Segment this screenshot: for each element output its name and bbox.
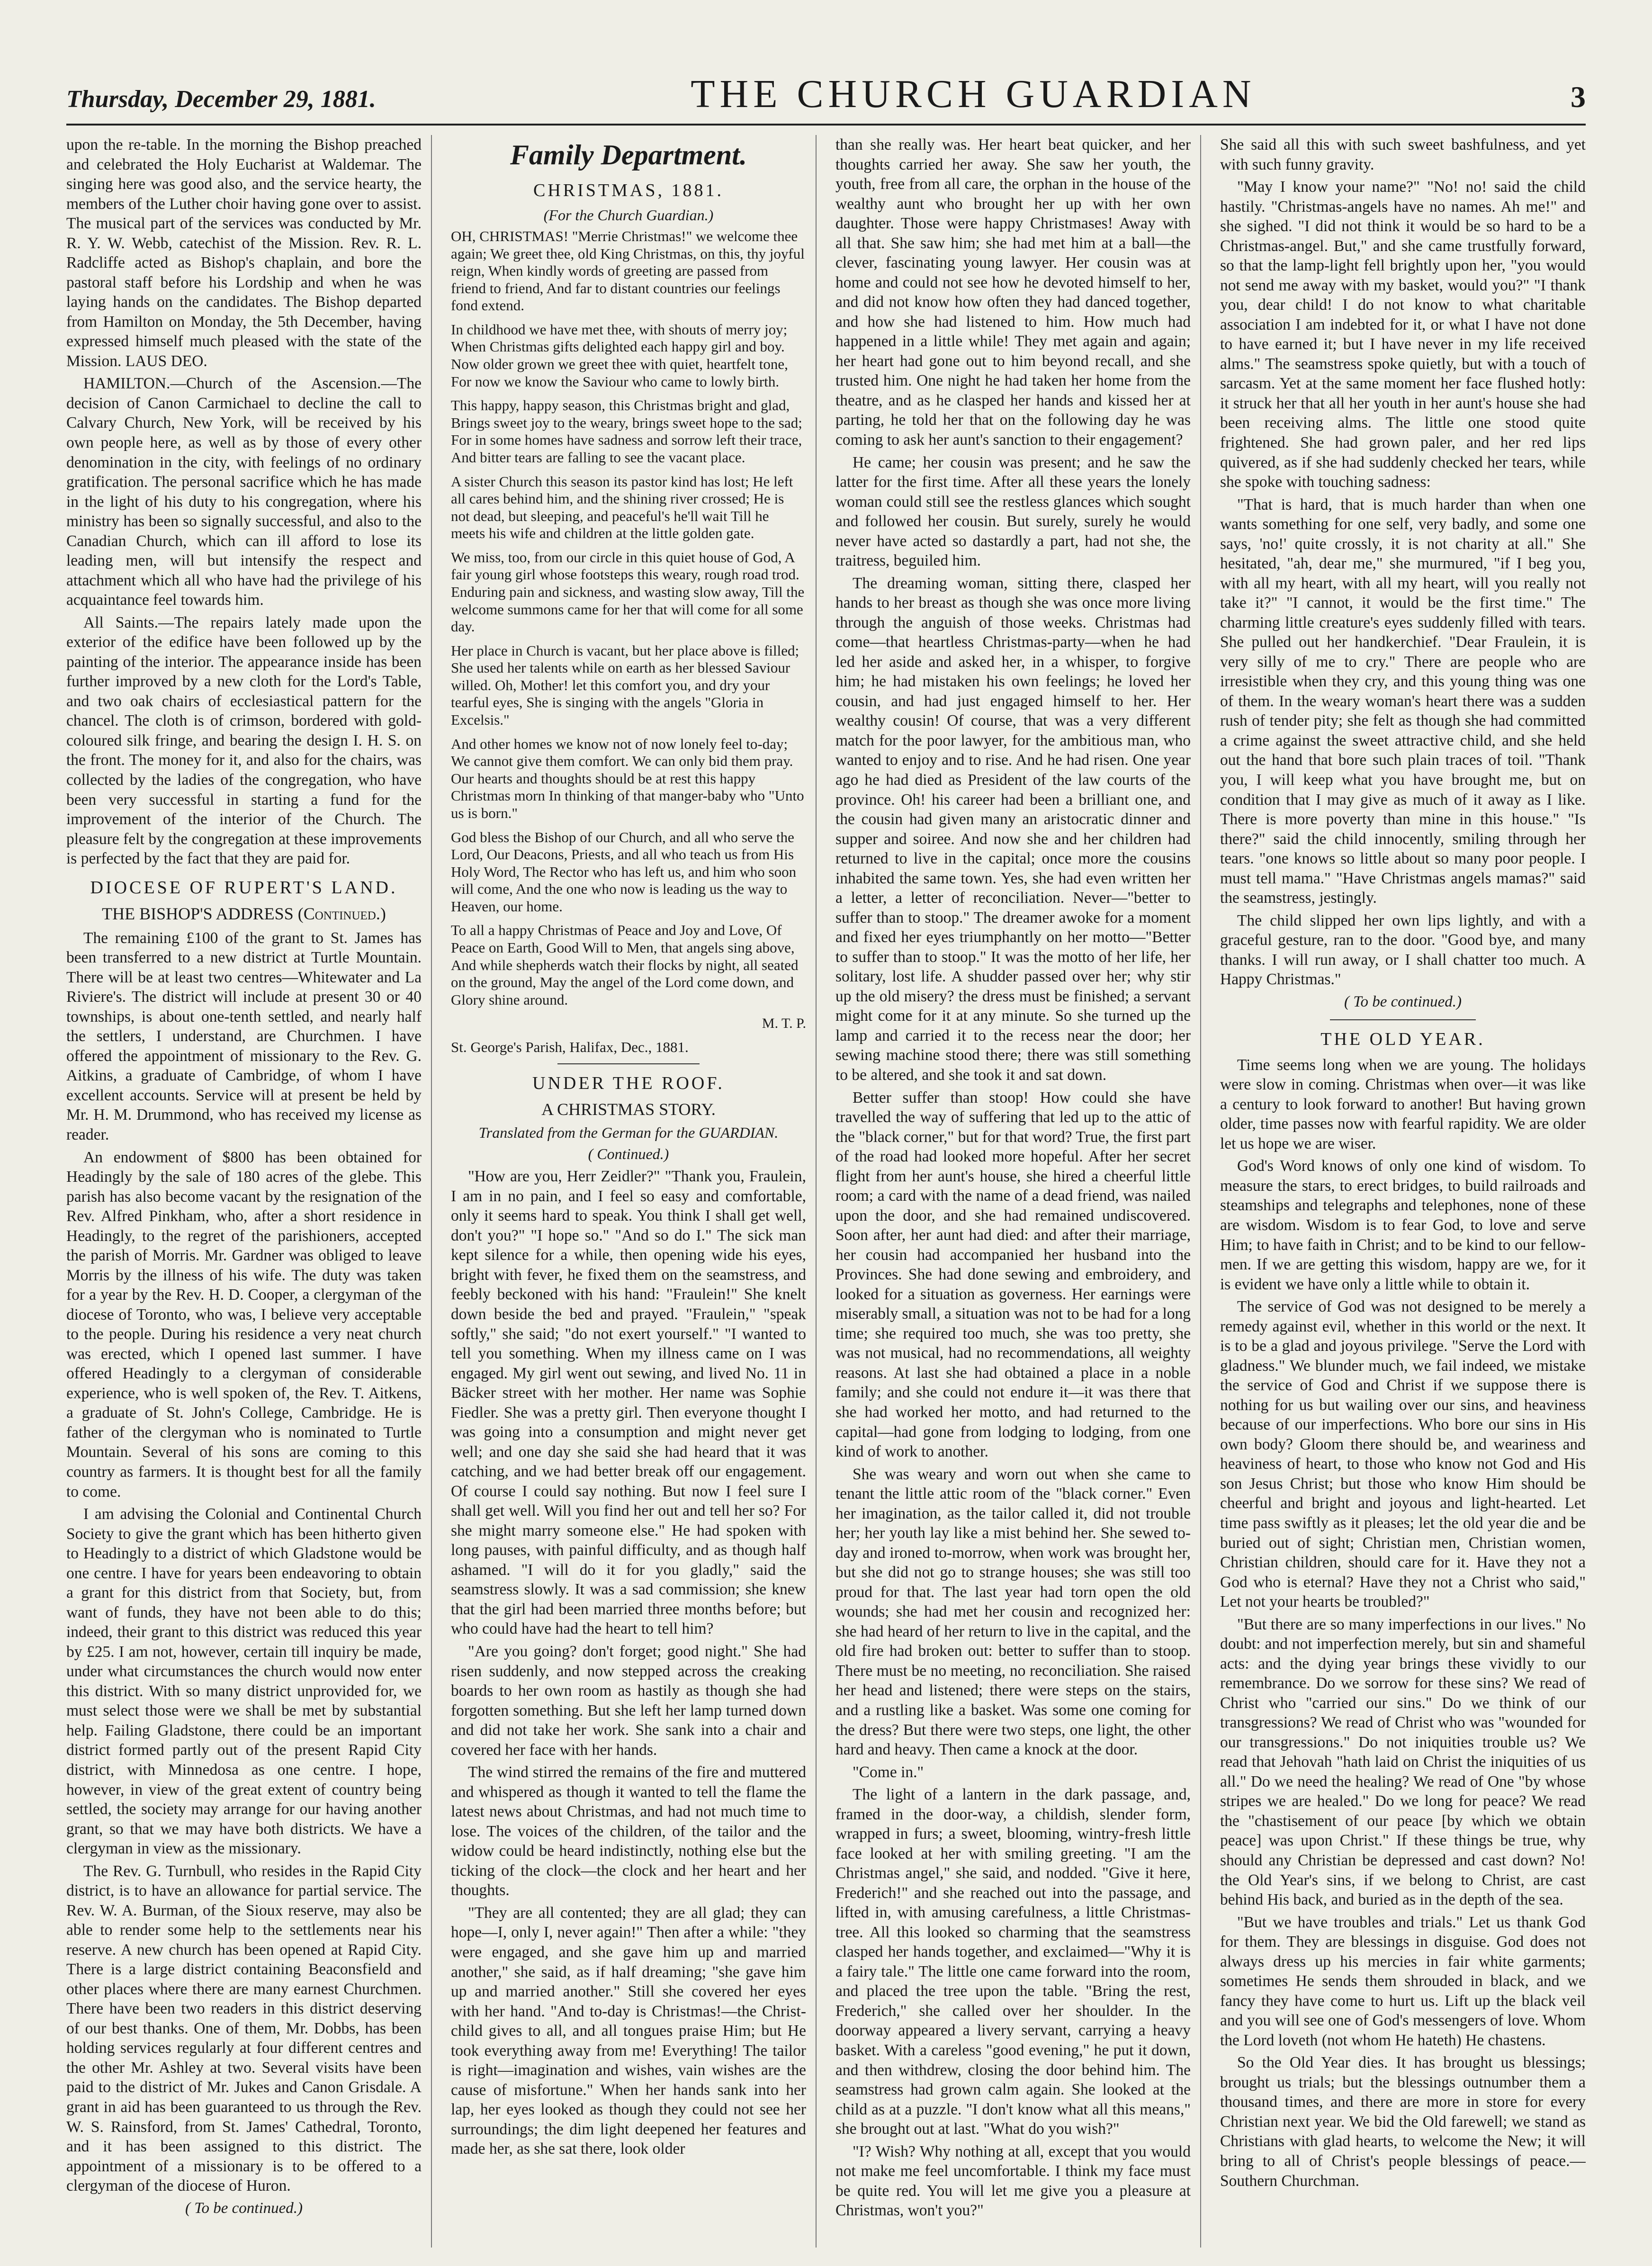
- poem-stanza: In childhood we have met thee, with shouts of merry joy; When Christmas gifts delighted each happy girl and boy. Now older grown we greet thee with quiet, heartfelt tone, For now we know the Saviour who came to lowly birth.: [451, 321, 788, 390]
- paragraph: The dreaming woman, sitting there, clasped her hands to her breast as though she was once more living through the anguish of those weeks. Christmas had come—that heartless Christmas-party—when he had led her aside and asked her, in a whisper, to forgive him; he had mistaken his own feelings; he loved her cousin, and had just engaged himself to her. Her wealthy cousin! Of course, that was a very different match for the poor lawyer, for the ambitious man, who wanted to enjoy and to rise. And he had risen. One year ago he had died as President of the law courts of the province. Oh! his career had been a brilliant one, and the cousin had given many an aristocratic dinner and supper and soiree. And now she and her children had returned to live in the capital; once more the cousins inhabited the same town. Yes, she had even written her a letter, a letter of reconciliation. Never—"better to suffer than to stoop." The dreamer awoke for a moment and fixed her eyes triumphantly on her motto—"Better to suffer than to stoop." It was the motto of her life, her solitary, lost life. A shudder passed over her; why stir up the old misery? the dress must be finished; a servant might come for it at any minute. So she turned up the lamp and carried it to the recess near the door; her sewing machine stood there; there was still something to be altered, and she took it and sat down.: [835, 574, 1191, 1084]
- paragraph: He came; her cousin was present; and he saw the latter for the first time. After all these years the lonely woman could still see the restless glances which sought and followed her cousin. But surely, surely he would never have acted so dastardly a part, had not she, the traitress, beguiled him.: [835, 453, 1191, 570]
- continued-note: ( Continued.): [588, 1145, 669, 1163]
- paragraph: Better suffer than stoop! How could she have travelled the way of suffering that led up to the attic of the "black corner," but for that word? True, the first part of the road had looked more hopeful. After her secret flight from her aunt's house, she hired a cheerful little room; a card with the name of a dead friend, was nailed upon the door, and she had remained undiscovered. Soon after, her aunt had died: and after their marriage, her cousin had accompanied her husband into the Provinces. She had done sewing and embroidery, and looked for a situation as governess. Her earnings were miserably small, a situation was not to be had for a long time; she required too much, she was too pretty, she was not musical, had no recommendations, all weighty reasons. At last she had obtained a place in a noble family; and she could not endure it—it was there that she had worked her motto, and had returned to the capital—had gone from lodging to lodging, from one kind of work to another.: [835, 1088, 1191, 1461]
- paragraph: Time seems long when we are young. The holidays were slow in coming. Christmas when over—it was like a century to look forward to another! But having grown older, time passes now with fearful rapidity. We are older let us hope we are wiser.: [1220, 1056, 1586, 1152]
- poem-stanza: Her place in Church is vacant, but her place above is filled; She used her talents while on earth as her blessed Saviour willed. Oh, Mother! let this comfort you, and dry your tearful eyes, She is singing with the angels "Gloria in Excelsis.": [451, 642, 799, 728]
- poem-stanza: This happy, happy season, this Christmas bright and glad, Brings sweet joy to the weary, brings sweet hope to the sad; For in some homes have sadness and sorrow left their trace, And bitter tears are falling to see the vacant place.: [451, 397, 802, 466]
- poem-signature: M. T. P.: [762, 1016, 806, 1032]
- poem-stanza: God bless the Bishop of our Church, and all who serve the Lord, Our Deacons, Priests, and all who teach us from His Holy Word, The Rector who has left us, and him who soon will come, And the one who now is leading us the way to Heaven, our home.: [451, 828, 797, 915]
- paragraph: She was weary and worn out when she came to tenant the little attic room of the "black corner." Even her imagination, as the tailor called it, did not trouble her; her youth lay like a mist behind her. She sewed to-day and ironed to-morrow, when work was brought her, but she did not go to strange houses; she was still too proud for that. The last year had torn open the old wounds; she had met her cousin and recognized her: she had heard of her return to live in the capital, and the old fire had broken out: better to suffer than to stoop. There must be no meeting, no reconciliation. She raised her head and listened; there were steps on the stairs, and a rustling like a basket. Was some one coming for the dress? But there were two steps, one light, the other hard and heavy. Then came a knock at the door.: [835, 1465, 1191, 1759]
- department-heading: Family Department.: [510, 139, 747, 171]
- story-subtitle: A CHRISTMAS STORY.: [541, 1100, 716, 1119]
- paragraph: "They are all contented; they are all glad; they can hope—I, only I, never again!" Then after a while: "they were engaged, and she gave him up and married another," she said, as if half dreaming; "she gave him up and married another." Still she covered her eyes with her hand. "And to-day is Christmas!—the Christ-child gives to all, and all tongues praise Him; but He took everything away from me! Everything! The tailor is right—imagination and wishes, vain wishes are the cause of misfortune." When her hands sank into her lap, her eyes looked as though they could not see her surroundings; the dim light deepened her features and made her, as she sat there, look older: [451, 1904, 806, 2158]
- paragraph: The wind stirred the remains of the fire and muttered and whispered as though it wanted to tell the flame the latest news about Christmas, and had not much time to lose. The voices of the children, of the tailor and the widow could be heard indistinctly, nothing else but the ticking of the clock—the clock and her heart and her thoughts.: [451, 1763, 806, 1899]
- column-3: [835, 135, 1201, 2248]
- paragraph: "Are you going? don't forget; good night." She had risen suddenly, and now stepped across the creaking boards to her own room as hastily as though she had forgotten something. But she left her lamp turned down and did not take her work. She sank into a chair and covered her face with her hands.: [451, 1643, 806, 1759]
- paragraph: All Saints.—The repairs lately made upon the exterior of the edifice have been followed up by the painting of the interior. The appearance inside has been further improved by a new cloth for the Lord's Table, and two oak chairs of ecclesiastical pattern for the chancel. The cloth is of crimson, bordered with gold-coloured silk fringe, and bearing the design I. H. S. on the front. The money for it, and also for the chairs, was collected by the ladies of the congregation, who have been very successful in starting a fund for the improvement of the interior of the Church. The pleasure felt by the congregation at these improvements is perfected by the fact that they are paid for.: [66, 613, 422, 868]
- continued-note: ( To be continued.): [185, 2199, 303, 2217]
- poem-stanza: A sister Church this season its pastor kind has lost; He left all cares behind him, and the shining river crossed; He is not dead, but sleeping, and peaceful's he'll wait Till he meets his wife and children at the little golden gate.: [451, 473, 793, 542]
- paragraph: The light of a lantern in the dark passage, and, framed in the door-way, a childish, slender form, wrapped in furs; a sweet, blooming, wintry-fresh little face looked at her with smiling greeting. "I am the Christmas angel," she said, and nodded. "Give it here, Frederich!" and she reached out into the passage, and lifted in, with amusing carefulness, a little Christmas-tree. All this looked so charming that the seamstress clasped her hands together, and exclaimed—"Why it is a fairy tale." The little one came forward into the room, and placed the tree upon the table. "Bring the rest, Frederich," she called over her shoulder. In the doorway appeared a livery servant, carrying a heavy basket. With a careless "good evening," he put it down, and then withdrew, closing the door behind him. The seamstress had grown calm again. She looked at the child as at a puzzle. "I don't know what all this means," she brought out at last. "What do you wish?": [835, 1786, 1191, 2138]
- poem-title: CHRISTMAS, 1881.: [533, 180, 724, 200]
- paragraph: "Come in.": [853, 1763, 924, 1781]
- divider: [557, 1063, 700, 1064]
- poem-stanza: And other homes we know not of now lonely feel to-day; We cannot give them comfort. We can only bid them pray. Our hearts and thoughts should be at rest this happy Christmas morn In thinking of that manger-baby who "Unto us is born.": [451, 735, 804, 821]
- paragraph: than she really was. Her heart beat quicker, and her thoughts carried her away. She saw her youth, the youth, free from all care, the orphan in the house of the wealthy aunt who brought her up with her own daughter. Those were happy Christmases! Away with all that. She saw him; she had met him at a ball—the clever, fascinating young lawyer. Her cousin was at home and could not see how he devoted himself to her, and did not know how often they had danced together, and how she had listened to him. How much had happened in a little while! They met again and again; her heart had gone out to him beyond recall, and she trusted him. One night he had taken her home from the theatre, and as he clasped her hands and kissed her at parting, he told her that on the following day he was coming to ask her aunt's sanction to their engagement?: [835, 136, 1191, 449]
- divider: [1330, 1019, 1476, 1020]
- poem-stanza: To all a happy Christmas of Peace and Joy and Love, Of Peace on Earth, Good Will to Men, that angels sing above, And while shepherds watch their flocks by night, all seated on the ground, May the angel of the Lord come down, and Glory shine around.: [451, 922, 799, 1008]
- newspaper-title: THE CHURCH GUARDIAN: [691, 72, 1256, 116]
- paragraph: The service of God was not designed to be merely a remedy against evil, whether in this world or the next. It is to be a glad and joyous privilege. "Serve the Lord with gladness." We blunder much, we fail indeed, we mistake the service of God and Christ if we suppose there is nothing for us but wailing over our sins, and heaviness because of our imperfections. Who bore our sins in His own body? Gloom there should be, and weariness and heaviness of heart, to those who know not God and His son Jesus Christ; but those who know Him should be cheerful and bright and joyous and light-hearted. Let time pass swiftly as it pleases; let the old year die and be buried out of sight; Christian men, Christian women, Christian children, should care for it. Have they not a God who is eternal? Have they not a Christ who said," Let not your hearts be troubled?": [1220, 1298, 1586, 1611]
- issue-date: Thursday, December 29, 1881.: [66, 86, 376, 113]
- paragraph: She said all this with such sweet bashfulness, and yet with such funny gravity.: [1220, 136, 1586, 173]
- paragraph: "But we have troubles and trials." Let us thank God for them. They are blessings in disguise. God does not always dress up his mercies in fair white garments; sometimes He sends them shrouded in black, and we fancy they have come to hurt us. Lift up the black veil and you will see one of God's messengers of love. Whom the Lord loveth (not whom He hateth) He chastens.: [1220, 1913, 1586, 2049]
- paragraph: The Rev. G. Turnbull, who resides in the Rapid City district, is to have an allowance for partial service. The Rev. W. A. Burman, of the Sioux reserve, may also be able to render some help to the settlements near his reserve. A new church has been opened at Rapid City. There is a large district containing Beaconsfield and other places where there are many earnest Churchmen. There have been two readers in this district deserving of our best thanks. One of them, Mr. Dobbs, has been holding services regularly at four different centres and the other Mr. Ashley at two. Several visits have been paid to the district of Mr. Jukes and Canon Grisdale. A grant in aid has been guaranteed to us through the Rev. W. S. Rainsford, from St. James' Cathedral, Toronto, and it has been assigned to this district. The appointment of a missionary is to be offered to a clergyman of the diocese of Huron.: [66, 1862, 422, 2195]
- paragraph: The remaining £100 of the grant to St. James has been transferred to a new district at Turtle Mountain. There will be at least two centres—Whitewater and La Riviere's. The district will include at present 30 or 40 townships, is about one-tenth settled, and nearly half the settlers, I understand, are Churchmen. I have offered the appointment of missionary to the Rev. G. Aitkins, a graduate of Cambridge, of whom I have excellent accounts. Service will at present be held by Mr. H. M. Drummond, who has received my license as reader.: [66, 929, 422, 1143]
- section-heading: DIOCESE OF RUPERT'S LAND.: [90, 877, 398, 898]
- section-heading: THE OLD YEAR.: [1320, 1029, 1485, 1049]
- column-2: [451, 135, 817, 2248]
- column-4: [1220, 135, 1586, 2248]
- paragraph: An endowment of $800 has been obtained for Headingly by the sale of 180 acres of the glebe. This parish has also become vacant by the resignation of the Rev. Alfred Pinkham, who, after a short residence in Headingly, to the regret of the parishioners, accepted the parish of Morris. Mr. Gardner was obliged to leave Morris by the illness of his wife. The duty was taken for a year by the Rev. H. D. Cooper, a clergyman of the diocese of Toronto, who was, I believe very acceptable to the people. During his residence a very neat church was erected, which I opened last summer. I have offered Headingly to a clergyman of considerable experience, who is well spoken of, the Rev. T. Aitkens, a graduate of St. John's College, Cambridge. He is father of the clergyman who is nominated to Turtle Mountain. Several of his sons are coming to this country as farmers. It is thought best for all the family to come.: [66, 1148, 422, 1501]
- paragraph: So the Old Year dies. It has brought us blessings; brought us trials; but the blessings outnumber them a thousand times, and there are more in store for every Christian next year. We bid the Old farewell; we stand as Christians with glad hearts, to welcome the New; it will bring to all of Christ's people blessings of peace.—Southern Churchman.: [1220, 2054, 1586, 2190]
- columns: [66, 135, 1586, 2248]
- translation-credit: Translated from the German for the GUARDIAN.: [478, 1124, 779, 1142]
- column-1: [66, 135, 432, 2248]
- paragraph: God's Word knows of only one kind of wisdom. To measure the stars, to erect bridges, to build railroads and steamships and telegraphs and telephones, none of these are wisdom. Wisdom is to fear God, to love and serve Him; to have faith in Christ; and to be kind to our fellow-men. If we are getting this wisdom, happy are we, for it is evident we have only a little while to obtain it.: [1220, 1157, 1586, 1293]
- paragraph: I am advising the Colonial and Continental Church Society to give the grant which has been hitherto given to Headingly to a district of which Gladstone would be one centre. I have for years been endeavoring to obtain a grant for this district from that Society, but, from want of funds, they have not been able to do this; indeed, their grant to this district was reduced this year by £25. I am not, however, certain till inquiry be made, under what circumstances the church would now enter this district. With so many district unprovided for, we must select those were we shall be met by substantial help. Failing Gladstone, there could be an important district formed partly out of the present Rapid City district, with Minnedosa as one centre. I hope, however, in view of the great extent of country being settled, the society may arrange for our having another grant, so that we may have both districts. We have a clergyman in view as the missionary.: [66, 1505, 422, 1858]
- paragraph: The child slipped her own lips lightly, and with a graceful gesture, ran to the door. "Good bye, and many thanks. I will run away, or I shall chatter too much. A Happy Christmas.": [1220, 911, 1586, 989]
- story-title: UNDER THE ROOF.: [532, 1073, 725, 1094]
- paragraph: "How are you, Herr Zeidler?" "Thank you, Fraulein, I am in no pain, and I feel so easy and comfortable, only it seems hard to speak. You think I shall get well, don't you?" "I hope so." "And so do I." The sick man kept silence for a while, then opening wide his eyes, bright with fever, he fixed them on the seamstress, and feebly beckoned with his hand: "Fraulein!" She knelt down beside the bed and prayed. "Fraulein," "speak softly," she said; "do not exert yourself." "I wanted to tell you something. When my illness came on I was engaged. My girl went out sewing, and lived No. 11 in Bäcker street with her mother. Her name was Sophie Fiedler. She was a pretty girl. Then everyone thought I was going into a consumption and might never get well; and one day she said she had heard that it was catching, and we had better break off our engagement. Of course I could say nothing. But now I feel sure I shall get well. Will you find her out and tell her so? For she might marry someone else." He had spoken with long pauses, with painful difficulty, and as though half ashamed. "I will do it for you gladly," said the seamstress slowly. It was a sad commission; she knew that the girl had been married three months before; but who could have had the heart to tell him?: [451, 1168, 806, 1638]
- paragraph: "May I know your name?" "No! no! said the child hastily. "Christmas-angels have no names. Ah me!" and she sighed. "I did not think it would be so hard to be a Christmas-angel. But," and she came trustfully forward, so that the lamp-light fell brightly upon her, "you would not send me away with my basket, would you?" "I thank you, dear child! I do not know to what charitable association I am indebted for it, or what I have not done to have earned it; but I have never in my life received alms." The seamstress spoke quietly, but with a touch of sarcasm. Yet at the same moment her face flushed hotly: it struck her that all her youth in her aunt's house she had been receiving alms. The little one stood quite frightened. She had grown paler, and her red lips quivered, as if she had suddenly checked her tears, while she spoke with touching sadness:: [1220, 178, 1586, 491]
- paragraph: "That is hard, that is much harder than when one wants something for one self, very badly, and some one says, 'no!' quite crossly, it is not charity at all." She hesitated, "ah, dear me," she murmured, "if I beg you, with all my heart, with all my heart, will you really not take it?" "I cannot, it would be the first time." The charming little creature's eyes suddenly filled with tears. She pulled out her handkerchief. "Dear Fraulein, it is very silly of me to cry." There are people who are irresistible when they cry, and this young thing was one of them. In the weary woman's heart there was a sudden rush of tender pity; she felt as though she had committed a crime against the sweet attractive child, and she held out the hand that bore such plain traces of toil. "Thank you, I will keep what you have brought me, but on condition that I may give as much of it away as I like. There is more poverty than mine in this house." "Is there?" said the child innocently, smiling through her tears. "one knows so little about so many poor people. I must tell mama." "Have Christmas angels mamas?" said the seamstress, jestingly.: [1220, 495, 1586, 907]
- poem-stanza: OH, CHRISTMAS! "Merrie Christmas!" we welcome thee again; We greet thee, old King Christmas, on this, thy joyful reign, When kindly words of greeting are passed from friend to friend, And far to distant countries our feelings fond extend.: [451, 228, 805, 314]
- paragraph: HAMILTON.—Church of the Ascension.—The decision of Canon Carmichael to decline the call to Calvary Church, New York, will be received by his own people here, as well as by those of every other denomination in the city, with feelings of no ordinary gratification. The personal sacrifice which he has made in the light of his duty to his congregation, where his ministry has been so signally successful, and also to the Canadian Church, which can ill afford to lose its leading men, will but intensify the respect and attachment which all who have had the privilege of his acquaintance feel towards him.: [66, 375, 422, 609]
- poem-credit: (For the Church Guardian.): [543, 207, 714, 224]
- poem: [451, 228, 806, 1056]
- paragraph: "But there are so many imperfections in our lives." No doubt: and not imperfection merely, but sin and shameful acts: and the dying year brings these vividly to our remembrance. Do we sorrow for these sins? We read of Christ who "carried our sins." Do we think of our transgressions? We read of Christ who was "wounded for our transgressions." Do not iniquities trouble us? We read that Jehovah "hath laid on Christ the iniquities of us all." Do we need the healing? We read of One "by whose stripes we are healed." Do we long for peace? We read the "chastisement of our peace [by which we obtain peace] was upon Christ." If these things be true, why should any Christian be depressed and cast down? No! the Old Year's sins, if we belong to Christ, are cast behind His back, and buried as in the depth of the sea.: [1220, 1615, 1586, 1909]
- poem-place: St. George's Parish, Halifax, Dec., 1881.: [451, 1038, 689, 1055]
- poem-stanza: We miss, too, from our circle in this quiet house of God, A fair young girl whose footsteps this weary, rough road trod. Enduring pain and sickness, and wasting slow away, Till the welcome summons came for her that will come for all some day.: [451, 549, 805, 635]
- masthead: [66, 71, 1586, 126]
- section-subheading: THE BISHOP'S ADDRESS (Continued.): [102, 904, 386, 923]
- paragraph: "I? Wish? Why nothing at all, except that you would not make me feel uncomfortable. I think my face must be quite red. You will let me give you a pleasure at Christmas, won't you?": [835, 2142, 1191, 2220]
- page-number: 3: [1571, 80, 1586, 114]
- paragraph: upon the re-table. In the morning the Bishop preached and celebrated the Holy Eucharist at Waldemar. The singing here was good also, and the service hearty, the members of the Luther choir having gone over to assist. The musical part of the services was conducted by Mr. R. Y. W. Webb, catechist of the Mission. Rev. R. L. Radcliffe acted as Bishop's chaplain, and bore the pastoral staff before his Lordship and when he was laying hands on the candidates. The Bishop departed from Hamilton on Monday, the 5th December, having expressed himself much pleased with the state of the Mission. LAUS DEO.: [66, 136, 422, 370]
- continued-note: ( To be continued.): [1344, 993, 1462, 1010]
